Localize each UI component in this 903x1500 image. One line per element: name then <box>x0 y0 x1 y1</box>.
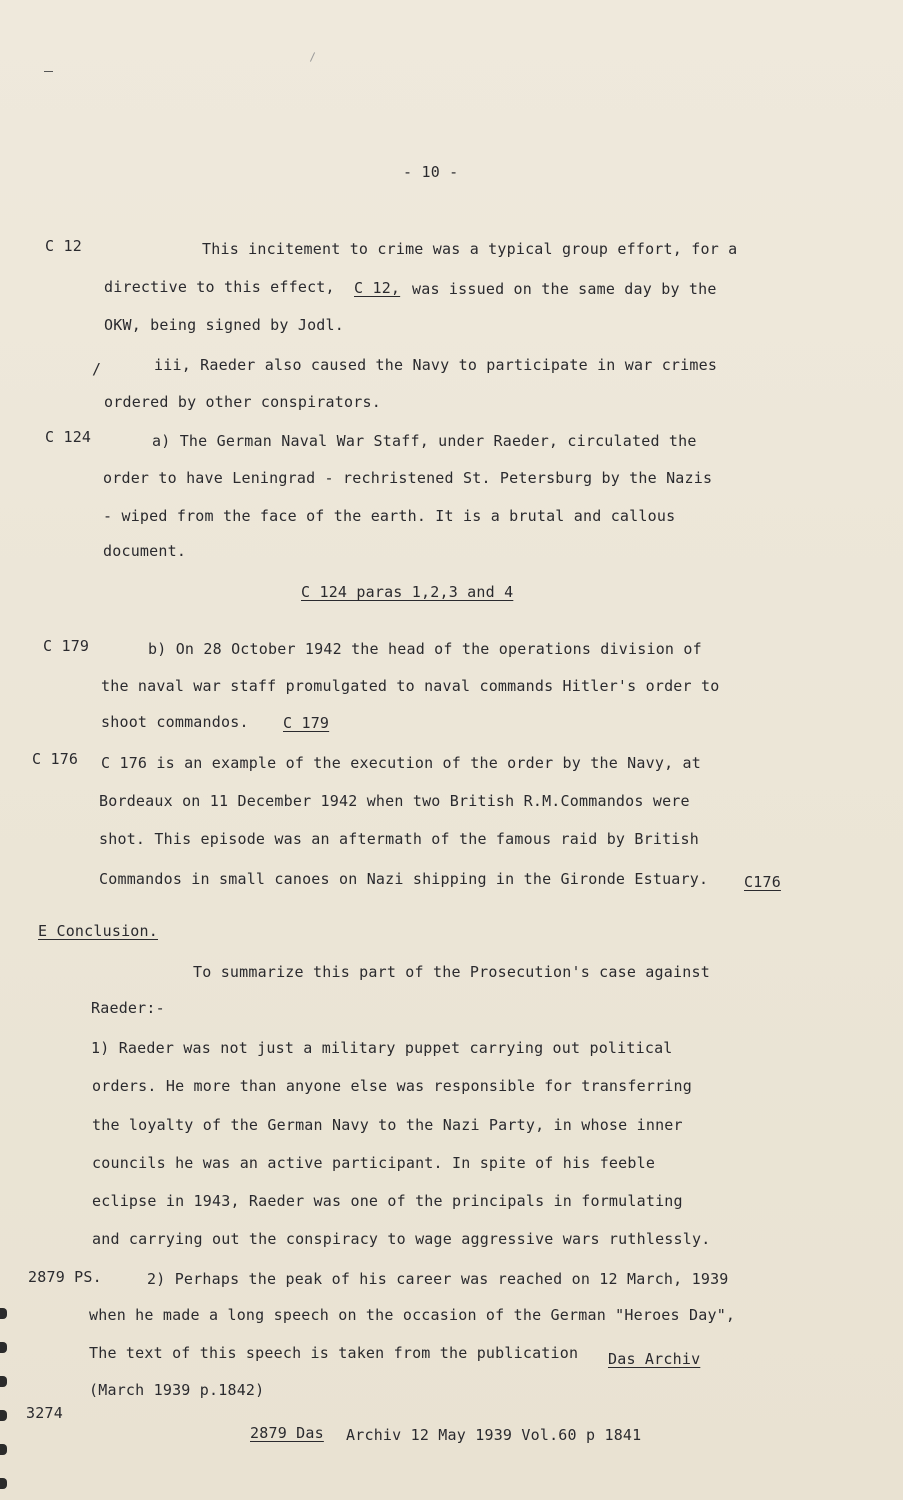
body-line: and carrying out the conspiracy to wage aggressive wars ruthlessly. <box>92 1230 711 1248</box>
margin-ref-c179: C 179 <box>43 637 90 655</box>
margin-ref-c176: C 176 <box>32 750 79 768</box>
binding-holes <box>0 1300 8 1500</box>
body-line: To summarize this part of the Prosecution's case against <box>193 963 710 981</box>
binding-hole <box>0 1478 7 1489</box>
body-line: This incitement to crime was a typical group effort, for a <box>202 240 738 258</box>
body-line: when he made a long speech on the occasion of the German "Heroes Day", <box>89 1306 736 1324</box>
pencil-tick <box>310 52 315 61</box>
body-line: was issued on the same day by the <box>412 280 717 298</box>
citation-c176: C176 <box>744 873 781 891</box>
body-line: OKW, being signed by Jodl. <box>104 316 344 334</box>
section-heading: E Conclusion. <box>38 922 158 940</box>
margin-dash <box>44 71 53 72</box>
margin-ref-2879ps: 2879 PS. <box>28 1268 102 1286</box>
binding-hole <box>0 1342 7 1353</box>
binding-hole <box>0 1308 7 1319</box>
body-line: 1) Raeder was not just a military puppet carrying out political <box>91 1039 673 1057</box>
page-number: - 10 - <box>403 163 459 181</box>
footer-citation-ref: 2879 Das <box>250 1424 324 1442</box>
citation-c179: C 179 <box>283 714 330 732</box>
body-line: councils he was an active participant. In spite of his feeble <box>92 1154 656 1172</box>
body-line: shoot commandos. <box>101 713 249 731</box>
margin-ref-c124: C 124 <box>45 428 92 446</box>
body-line: order to have Leningrad - rechristened St. Petersburg by the Nazis <box>103 469 713 487</box>
body-line: The text of this speech is taken from the publication <box>89 1344 579 1362</box>
binding-hole <box>0 1444 7 1455</box>
body-line: shot. This episode was an aftermath of the famous raid by British <box>99 830 699 848</box>
margin-ref-c12: C 12 <box>45 237 82 255</box>
body-line: orders. He more than anyone else was responsible for transferring <box>92 1077 692 1095</box>
body-line: 2) Perhaps the peak of his career was reached on 12 March, 1939 <box>147 1270 729 1288</box>
publication-title: Das Archiv <box>608 1350 701 1368</box>
body-line: Raeder:- <box>91 999 165 1017</box>
body-line: the loyalty of the German Navy to the Nazi Party, in whose inner <box>92 1116 683 1134</box>
body-line: the naval war staff promulgated to naval commands Hitler's order to <box>101 677 720 695</box>
body-line: ordered by other conspirators. <box>104 393 381 411</box>
body-line: document. <box>103 542 187 560</box>
binding-hole <box>0 1376 7 1387</box>
body-line: directive to this effect, <box>104 278 335 296</box>
body-line: Commandos in small canoes on Nazi shipping in the Gironde Estuary. <box>99 870 709 888</box>
body-line: b) On 28 October 1942 the head of the operations division of <box>148 640 702 658</box>
citation-c124: C 124 paras 1,2,3 and 4 <box>301 583 514 601</box>
body-line: Bordeaux on 11 December 1942 when two British R.M.Commandos were <box>99 792 690 810</box>
body-line: (March 1939 p.1842) <box>89 1381 265 1399</box>
footer-citation: Archiv 12 May 1939 Vol.60 p 1841 <box>346 1426 642 1444</box>
inline-citation-c12: C 12, <box>354 279 401 297</box>
margin-slash-mark: / <box>92 360 102 378</box>
body-line: - wiped from the face of the earth. It is a brutal and callous <box>103 507 676 525</box>
binding-hole <box>0 1410 7 1421</box>
body-line: eclipse in 1943, Raeder was one of the principals in formulating <box>92 1192 683 1210</box>
body-line: C 176 is an example of the execution of the order by the Navy, at <box>101 754 701 772</box>
margin-ref-3274: 3274 <box>26 1404 63 1422</box>
body-line: a) The German Naval War Staff, under Raeder, circulated the <box>152 432 697 450</box>
body-line: iii, Raeder also caused the Navy to participate in war crimes <box>154 356 718 374</box>
